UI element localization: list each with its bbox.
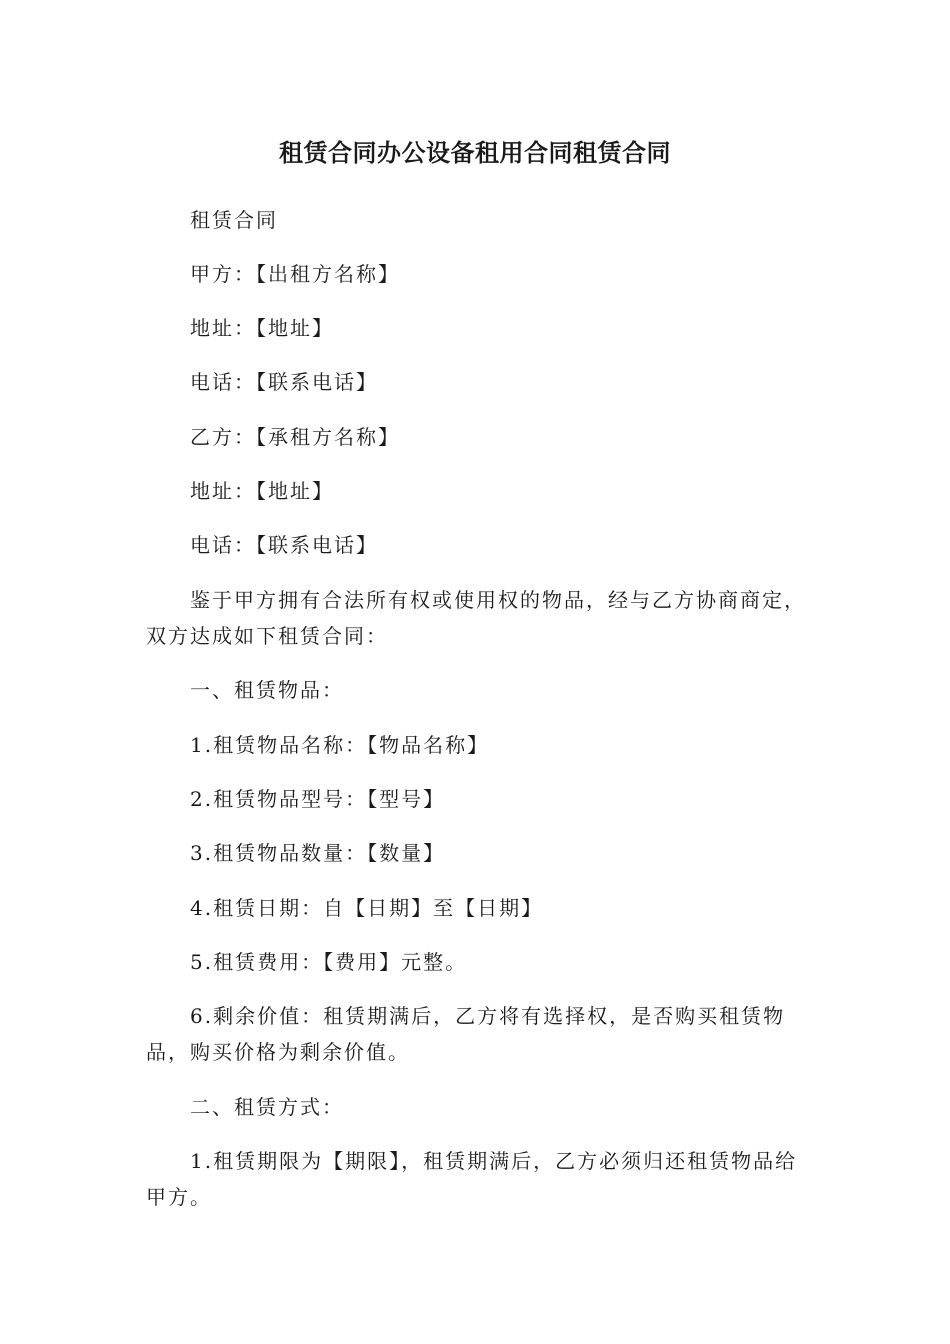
paragraph-lease-fee: 5.租赁费用：【费用】元整。 xyxy=(190,950,468,974)
paragraph-party-b: 乙方：【承租方名称】 xyxy=(190,425,400,449)
paragraph-item-model: 2.租赁物品型号：【型号】 xyxy=(190,787,446,811)
paragraph-party-a-address: 地址：【地址】 xyxy=(190,316,334,340)
paragraph-section-two-heading: 二、租赁方式： xyxy=(190,1095,344,1119)
paragraph-heading: 租赁合同 xyxy=(190,208,278,232)
paragraph-lease-term: 1.租赁期限为【期限】，租赁期满后，乙方必须归还租赁物品给甲方。 xyxy=(146,1149,798,1209)
paragraph-residual-value: 6.剩余价值：租赁期满后，乙方将有选择权，是否购买租赁物品，购买价格为剩余价值。 xyxy=(146,1004,786,1064)
paragraph-item-quantity: 3.租赁物品数量：【数量】 xyxy=(190,841,446,865)
paragraph-party-b-address: 地址：【地址】 xyxy=(190,479,334,503)
paragraph-preamble: 鉴于甲方拥有合法所有权或使用权的物品，经与乙方协商商定，双方达成如下租赁合同： xyxy=(146,588,806,648)
paragraph-lease-dates: 4.租赁日期：自【日期】至【日期】 xyxy=(190,896,544,920)
paragraph-item-name: 1.租赁物品名称：【物品名称】 xyxy=(190,733,490,757)
paragraph-party-b-phone: 电话：【联系电话】 xyxy=(190,533,378,557)
paragraph-party-a-phone: 电话：【联系电话】 xyxy=(190,370,378,394)
paragraph-party-a: 甲方：【出租方名称】 xyxy=(190,262,400,286)
document-title: 租赁合同办公设备租用合同租赁合同 xyxy=(279,139,671,167)
paragraph-section-one-heading: 一、租赁物品： xyxy=(190,678,344,702)
